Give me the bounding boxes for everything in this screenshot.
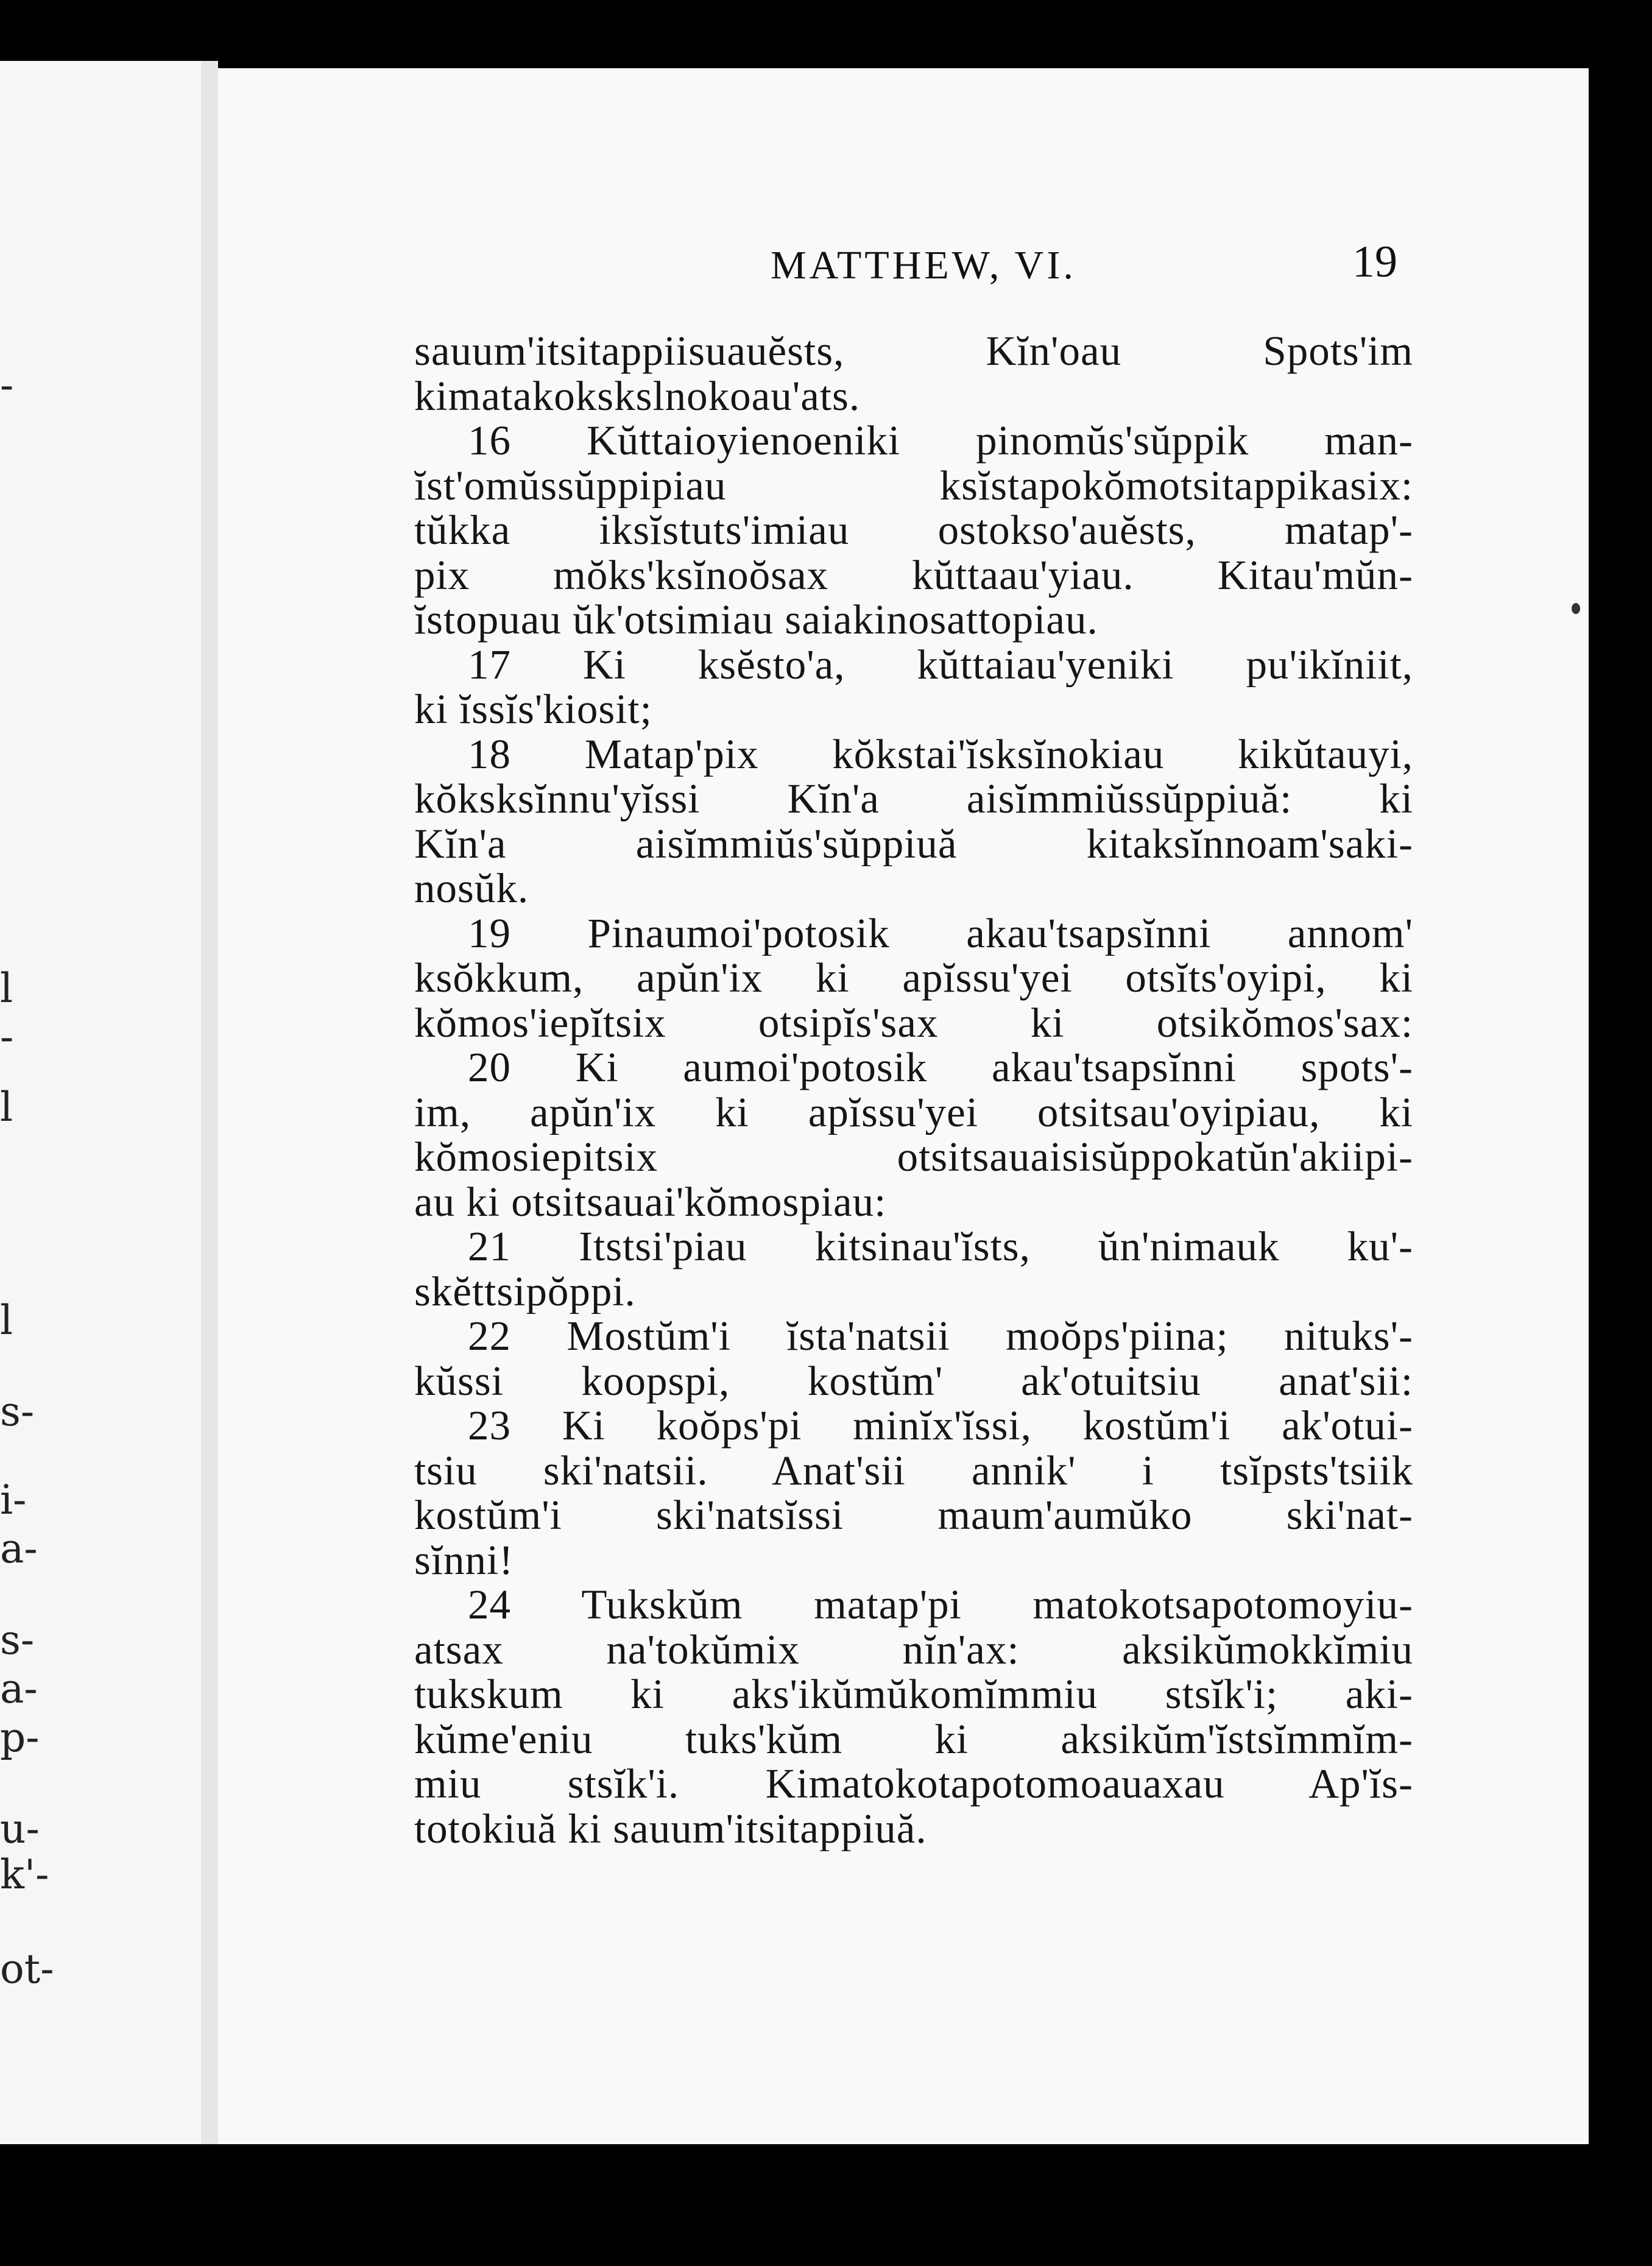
text-line: kostŭm'i ski'natsĭssi maum'aumŭko ski'nat- — [414, 1493, 1413, 1538]
edge-letter: a- — [0, 1665, 38, 1712]
ink-speck — [1572, 603, 1580, 614]
text-line: kŏksksĭnnu'yĭssi Kĭn'a aisĭmmiŭssŭppiuă: ki — [414, 777, 1413, 822]
verse-line: 19 Pinaumoi'potosik akau'tsapsĭnni annom' — [468, 911, 1413, 956]
edge-letter: - — [0, 1014, 14, 1061]
text-line: im, apŭn'ix ki apĭssu'yei otsitsau'oyipiau, ki — [414, 1090, 1413, 1135]
text-line: tŭkka iksĭstuts'imiau ostokso'auĕsts, matap'- — [414, 508, 1413, 553]
verse-line: 16 Kŭttaioyienoeniki pinomŭs'sŭppik man- — [468, 418, 1413, 464]
verse-line: 18 Matap'pix kŏkstai'ĭsksĭnokiau kikŭtauyi, — [468, 732, 1413, 777]
text-line: nosŭk. — [414, 866, 529, 911]
left-page-edge — [0, 61, 201, 2144]
edge-letter: a- — [0, 1525, 38, 1572]
text-line: miu stsĭk'i. Kimatokotapotomoauaxau Ap'ĭs- — [414, 1762, 1413, 1807]
book-gutter — [201, 61, 218, 2144]
edge-letter: i- — [0, 1477, 27, 1523]
verse-line: 21 Itstsi'piau kitsinau'ĭsts, ŭn'nimauk ku'- — [468, 1224, 1413, 1269]
text-line: sauum'itsitappiisuauĕsts, Kĭn'oau Spots'im — [414, 329, 1413, 374]
page-number: 19 — [1352, 237, 1397, 287]
text-line: kŭssi koopspi, kostŭm' ak'otuitsiu anat'sii: — [414, 1358, 1413, 1403]
edge-letter: - — [0, 362, 14, 409]
text-line: ksŏkkum, apŭn'ix ki apĭssu'yei otsĭts'oyipi, ki — [414, 956, 1413, 1001]
text-line: tsiu ski'natsii. Anat'sii annik' i tsĭpsts'tsiik — [414, 1448, 1413, 1493]
text-line: kŭme'eniu tuks'kŭm ki aksikŭm'ĭstsĭmmĭm- — [414, 1717, 1413, 1762]
edge-letter: s- — [0, 1388, 35, 1435]
text-line: ki ĭssĭs'kiosit; — [414, 687, 652, 732]
edge-letter: l — [0, 1297, 13, 1344]
verse-line: 20 Ki aumoi'potosik akau'tsapsĭnni spots'- — [468, 1045, 1413, 1090]
text-line: ĭst'omŭssŭppipiau ksĭstapokŏmotsitappikasix: — [414, 463, 1413, 508]
running-head: MATTHEW, VI. — [771, 243, 1076, 288]
text-line: tukskum ki aks'ikŭmŭkomĭmmiu stsĭk'i; aki- — [414, 1672, 1413, 1717]
verse-line: 22 Mostŭm'i ĭsta'natsii moŏps'piina; nituks'- — [468, 1314, 1413, 1359]
text-line: ĭstopuau ŭk'otsimiau saiakinosattopiau. — [414, 598, 1098, 643]
body-text — [414, 329, 1413, 1851]
text-line: atsax na'tokŭmix nĭn'ax: aksikŭmokkĭmiu — [414, 1627, 1413, 1672]
edge-letter: u- — [0, 1805, 40, 1852]
text-line: au ki otsitsauai'kŏmospiau: — [414, 1179, 887, 1224]
verse-line: 23 Ki koŏps'pi minĭx'ĭssi, kostŭm'i ak'otui- — [468, 1403, 1413, 1449]
edge-letter: l — [0, 1084, 13, 1131]
edge-letter: s- — [0, 1617, 35, 1664]
edge-letter: p- — [0, 1714, 40, 1761]
text-line: kŏmos'iepĭtsix otsipĭs'sax ki otsikŏmos'sax: — [414, 1000, 1413, 1045]
text-line: skĕttsipŏppi. — [414, 1269, 636, 1314]
verse-line: 24 Tukskŭm matap'pi matokotsapotomoyiu- — [468, 1583, 1413, 1628]
edge-letter: l — [0, 965, 13, 1012]
text-line: kimatakokskslnokoau'ats. — [414, 373, 861, 418]
text-line: sĭnni! — [414, 1537, 514, 1583]
verse-line: 17 Ki ksĕsto'a, kŭttaiau'yeniki pu'ikĭniit, — [468, 642, 1413, 687]
edge-letter: k'- — [0, 1851, 49, 1898]
text-line: Kĭn'a aisĭmmiŭs'sŭppiuă kitaksĭnnoam'saki- — [414, 821, 1413, 866]
edge-letter: ot- — [0, 1946, 54, 1992]
text-line: pix mŏks'ksĭnoŏsax kŭttaau'yiau. Kitau'mŭn- — [414, 552, 1413, 598]
text-line: kŏmosiepitsix otsitsauaisisŭppokatŭn'akiipi- — [414, 1135, 1413, 1180]
text-line: totokiuă ki sauum'itsitappiuă. — [414, 1806, 927, 1851]
